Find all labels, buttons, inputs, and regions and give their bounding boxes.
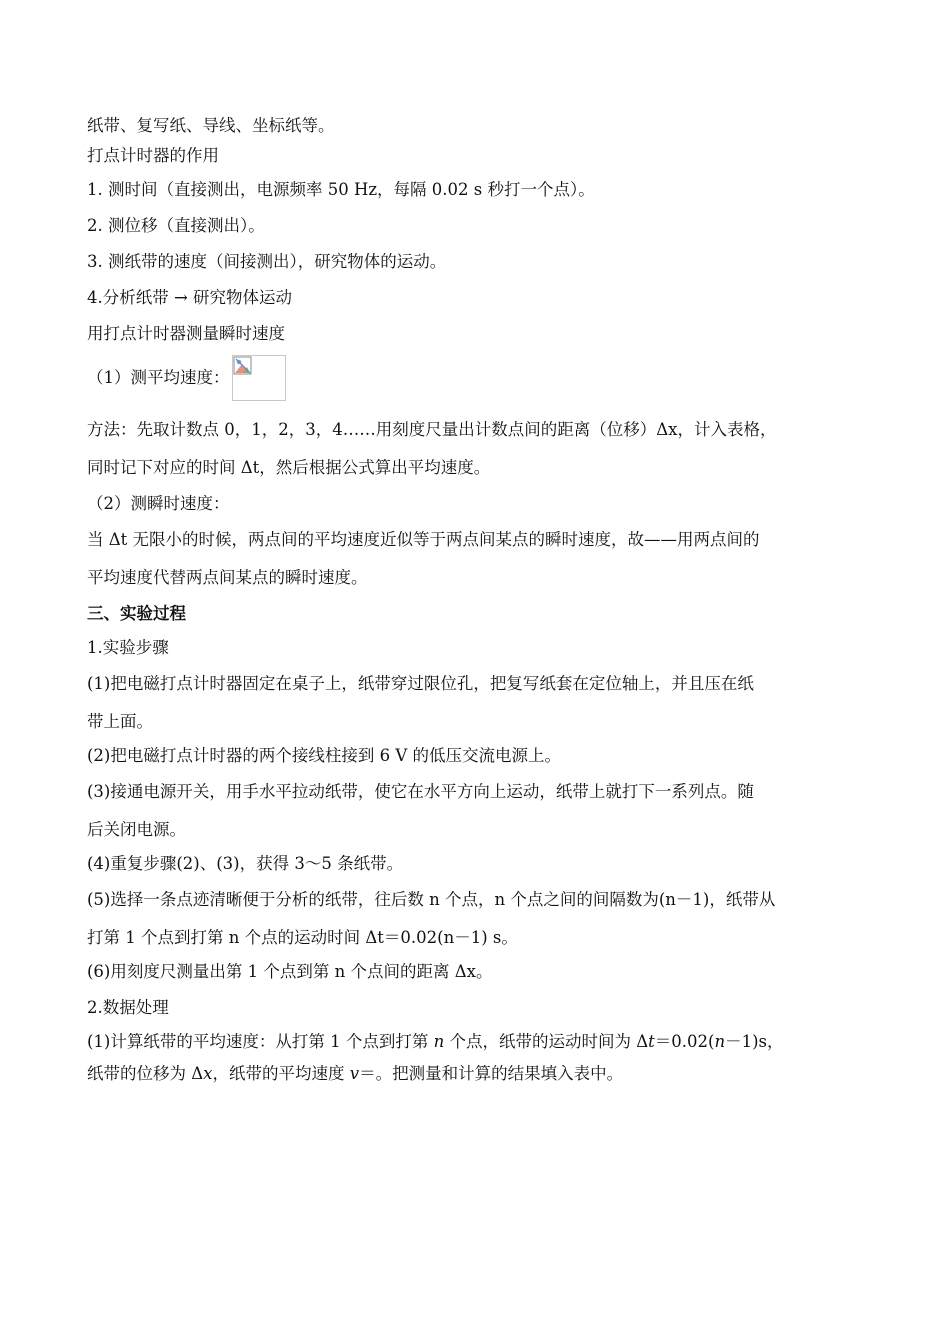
text-line-calc-2	[87, 1062, 623, 1086]
math-var: n	[433, 1032, 445, 1051]
text-span: 个点，纸带的运动时间为 Δ	[444, 1032, 649, 1051]
text-line: （2）测瞬时速度：	[87, 494, 230, 513]
text-line: 平均速度代替两点间某点的瞬时速度。	[87, 568, 368, 587]
text-line: 4.分析纸带 → 研究物体运动	[87, 288, 293, 307]
text-line-calc-1	[87, 1030, 784, 1054]
text-span: ＝0.02(	[654, 1032, 715, 1051]
text-line: 2.数据处理	[87, 998, 169, 1017]
section-heading: 三、实验过程	[87, 604, 186, 623]
text-line: (2)把电磁打点计时器的两个接线柱接到 6 V 的低压交流电源上。	[87, 746, 562, 765]
text-line: 2. 测位移（直接测出）。	[87, 216, 265, 235]
text-line: (1)把电磁打点计时器固定在桌子上，纸带穿过限位孔，把复写纸套在定位轴上，并且压在纸	[87, 674, 754, 693]
text-line: 同时记下对应的时间 Δt，然后根据公式算出平均速度。	[87, 458, 491, 477]
math-var: t	[648, 1032, 655, 1051]
math-var: n	[714, 1032, 726, 1051]
text-line: 3. 测纸带的速度（间接测出），研究物体的运动。	[87, 252, 447, 271]
broken-image-icon	[232, 355, 286, 401]
text-line: 打第 1 个点到打第 n 个点的运动时间 Δt＝0.02(n－1) s。	[87, 928, 518, 947]
text-span: ＝。把测量和计算的结果填入表中。	[359, 1064, 624, 1083]
text-line: 带上面。	[87, 712, 153, 731]
text-span: 纸带的位移为 Δ	[87, 1064, 204, 1083]
text-line: (6)用刻度尺测量出第 1 个点到第 n 个点间的距离 Δx。	[87, 962, 493, 981]
text-line: 用打点计时器测量瞬时速度	[87, 324, 285, 343]
text-span: ，纸带的平均速度	[212, 1064, 350, 1083]
text-span: (1)计算纸带的平均速度：从打第 1 个点到打第	[87, 1032, 434, 1051]
text-line: 1.实验步骤	[87, 638, 169, 657]
avg-speed-line	[87, 355, 286, 401]
math-var: v	[349, 1064, 360, 1083]
text-line: 当 Δt 无限小的时候，两点间的平均速度近似等于两点间某点的瞬时速度，故——用两点间的	[87, 530, 760, 549]
text-line: 打点计时器的作用	[87, 146, 219, 165]
text-line: 纸带、复写纸、导线、坐标纸等。	[87, 116, 335, 135]
text-line: 1. 测时间（直接测出，电源频率 50 Hz，每隔 0.02 s 秒打一个点）。	[87, 180, 595, 199]
math-var: x	[203, 1064, 213, 1083]
text-line: （1）测平均速度：	[87, 368, 230, 387]
text-line: (3)接通电源开关，用手水平拉动纸带，使它在水平方向上运动，纸带上就打下一系列点。随	[87, 782, 754, 801]
text-line: 后关闭电源。	[87, 820, 186, 839]
text-line: (5)选择一条点迹清晰便于分析的纸带，往后数 n 个点，n 个点之间的间隔数为(n－1)，纸带从	[87, 890, 776, 909]
text-line: (4)重复步骤(2)、(3)，获得 3～5 条纸带。	[87, 854, 404, 873]
text-line: 方法：先取计数点 0，1，2，3，4……用刻度尺量出计数点间的距离（位移）Δx，计入表格，	[87, 420, 777, 439]
text-span: －1)s，	[725, 1032, 784, 1051]
broken-image-glyph	[233, 356, 253, 376]
